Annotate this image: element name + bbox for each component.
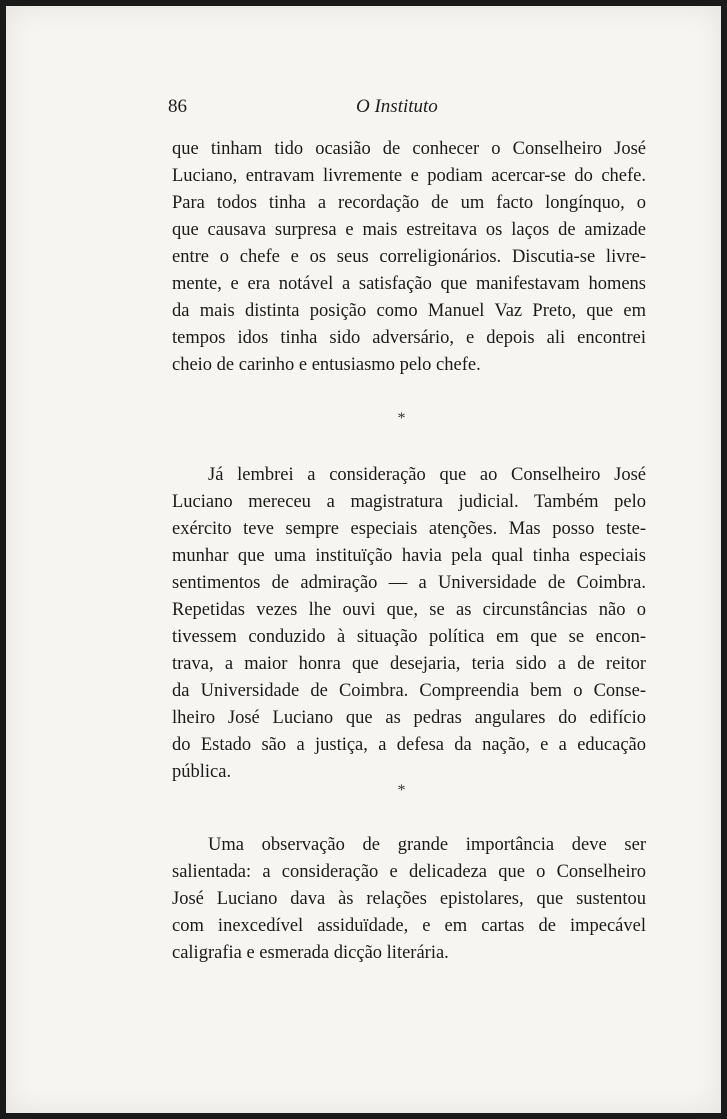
text-line: pública.: [172, 762, 232, 782]
text-line: trava, a maior honra que desejaria, teria sido a de reitor: [172, 654, 646, 674]
running-title: O Instituto: [356, 96, 438, 117]
text-line: lheiro José Luciano que as pedras angulares do edifício: [172, 708, 646, 728]
text-line: do Estado são a justiça, a defesa da nação, e a educação: [172, 735, 646, 755]
text-line: José Luciano dava às relações epistolares, que sustentou: [172, 889, 646, 909]
text-line: Luciano mereceu a magistratura judicial. Também pelo: [172, 492, 646, 512]
text-line: Já lembrei a consideração que ao Conselheiro José: [208, 465, 646, 485]
text-line: Repetidas vezes lhe ouvi que, se as circunstâncias não o: [172, 600, 646, 620]
text-line: Uma observação de grande importância deve ser: [208, 835, 646, 855]
text-line: sentimentos de admiração — a Universidade de Coimbra.: [172, 573, 646, 593]
text-line: com inexcedível assiduïdade, e em cartas de impecável: [172, 916, 646, 936]
text-line: tivessem conduzido à situação política em que se encon-: [172, 627, 646, 647]
text-line: tempos idos tinha sido adversário, e depois ali encontrei: [172, 328, 646, 348]
text-line: da Universidade de Coimbra. Compreendia bem o Conse-: [172, 681, 646, 701]
paragraph-1: [172, 136, 646, 379]
text-line: salientada: a consideração e delicadeza que o Conselheiro: [172, 862, 646, 882]
text-line: Luciano, entravam livremente e podiam acercar-se do chefe.: [172, 166, 646, 186]
text-line: exército teve sempre especiais atenções. Mas posso teste-: [172, 519, 646, 539]
text-line: que tinham tido ocasião de conhecer o Conselheiro José: [172, 139, 646, 159]
section-separator-asterisk: *: [397, 410, 406, 427]
text-line: da mais distinta posição como Manuel Vaz Preto, que em: [172, 301, 646, 321]
page-number: 86: [168, 96, 187, 117]
paragraph-3: [172, 832, 646, 967]
text-line: caligrafia e esmerada dicção literária.: [172, 943, 449, 963]
section-separator-asterisk: *: [397, 782, 406, 799]
text-line: munhar que uma instituïção havia pela qual tinha especiais: [172, 546, 646, 566]
text-line: entre o chefe e os seus correligionários. Discutia-se livre-: [172, 247, 646, 267]
text-line: Para todos tinha a recordação de um facto longínquo, o: [172, 193, 646, 213]
paragraph-2: [172, 462, 646, 786]
page-header: [6, 96, 721, 120]
text-line: mente, e era notável a satisfação que manifestavam homens: [172, 274, 646, 294]
text-line: cheio de carinho e entusiasmo pelo chefe.: [172, 355, 481, 375]
book-page: [6, 6, 721, 1113]
text-line: que causava surpresa e mais estreitava os laços de amizade: [172, 220, 646, 240]
